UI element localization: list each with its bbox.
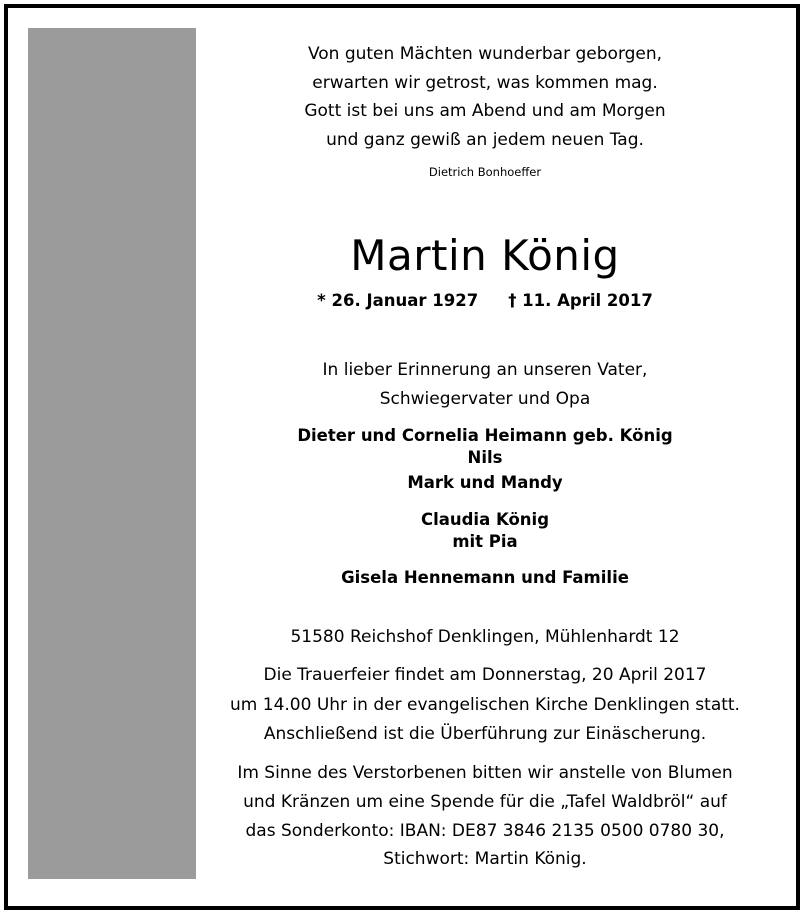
poem-line: Gott ist bei uns am Abend und am Morgen (304, 101, 666, 121)
donation-line: das Sonderkonto: IBAN: DE87 3846 2135 0500 0780 30, (245, 821, 725, 841)
gray-side-panel (28, 28, 196, 879)
service-info-line: Die Trauerfeier findet am Donnerstag, 20 April 2017 (263, 665, 707, 685)
poem-line: und ganz gewiß an jedem neuen Tag. (326, 130, 644, 150)
dedication-line: In lieber Erinnerung an unseren Vater, (322, 360, 648, 380)
death-date: † 11. April 2017 (508, 291, 653, 310)
mourner-name: Gisela Hennemann und Familie (341, 568, 629, 587)
mourner-name: Dieter und Cornelia Heimann geb. König (297, 426, 673, 445)
service-info-line: Anschließend ist die Überführung zur Einäscherung. (263, 724, 707, 744)
address: 51580 Reichshof Denklingen, Mühlenhardt 12 (290, 627, 680, 647)
birth-date: * 26. Januar 1927 (317, 291, 479, 310)
poem-line: Von guten Mächten wunderbar geborgen, (307, 44, 663, 64)
poem-author: Dietrich Bonhoeffer (428, 165, 542, 179)
poem-line: erwarten wir getrost, was kommen mag. (312, 73, 658, 93)
life-dates (200, 290, 770, 312)
mourner-name: Claudia König (420, 510, 550, 529)
donation-line: Im Sinne des Verstorbenen bitten wir anstelle von Blumen (237, 763, 733, 783)
donation-line: Stichwort: Martin König. (383, 849, 587, 869)
donation-line: und Kränzen um eine Spende für die „Tafel Waldbröl“ auf (243, 792, 727, 812)
service-info-line: um 14.00 Uhr in der evangelischen Kirche Denklingen statt. (230, 695, 740, 715)
mourner-name: mit Pia (452, 532, 518, 551)
dedication-line: Schwiegervater und Opa (379, 389, 591, 409)
mourner-name: Nils (467, 448, 503, 467)
mourner-name: Mark und Mandy (407, 473, 563, 492)
deceased-name: Martin König (350, 231, 620, 280)
